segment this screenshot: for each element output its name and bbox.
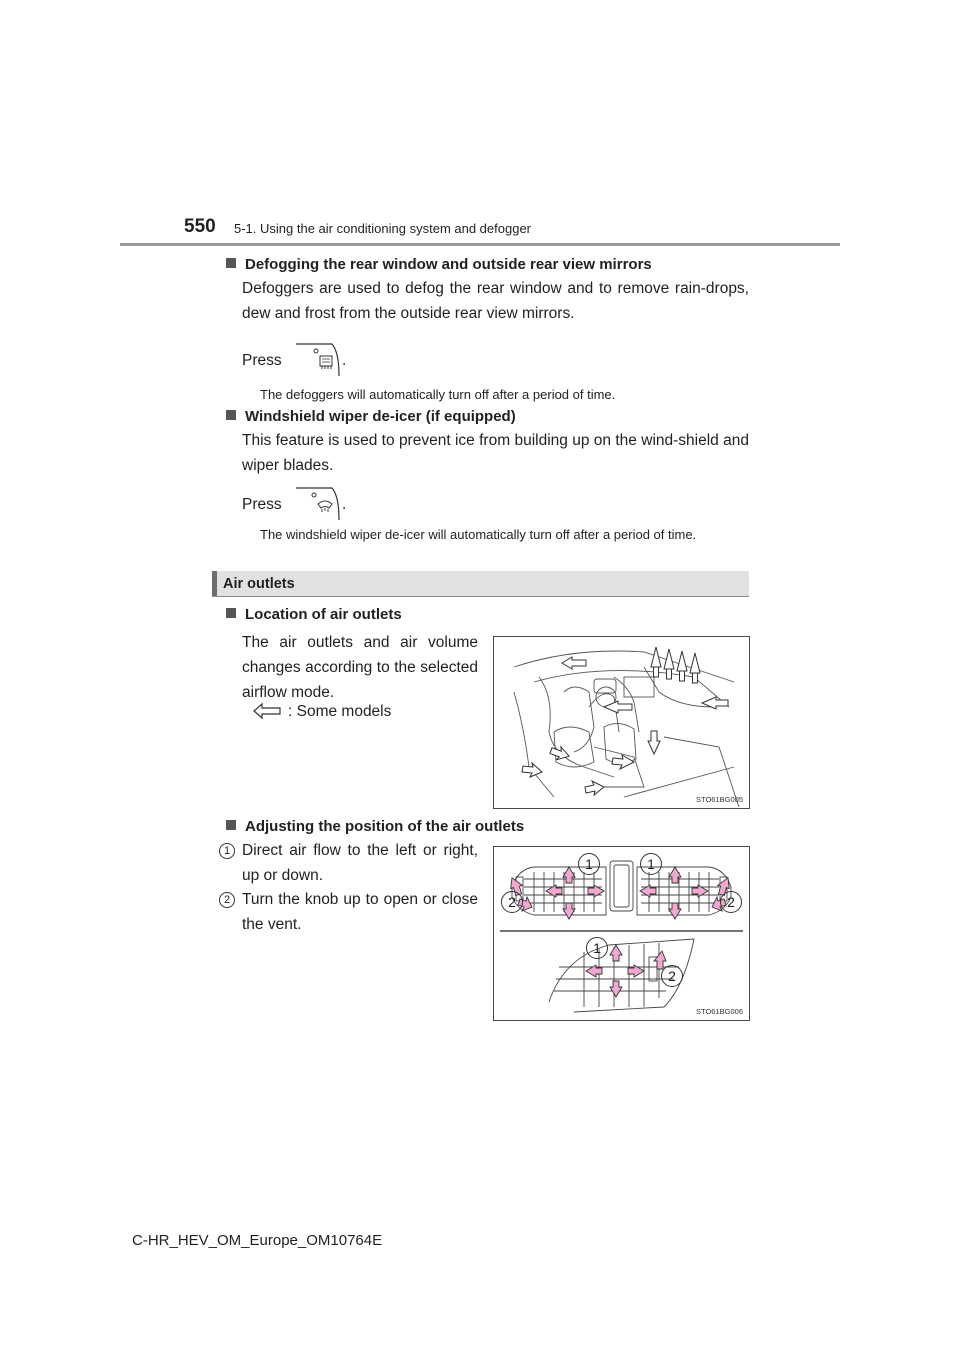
outline-arrow-icon <box>252 702 282 720</box>
step-2-text: Turn the knob up to open or close the vent. <box>242 891 478 933</box>
location-body: The air outlets and air volume changes according to the selected airflow mode. <box>242 634 478 701</box>
legend-line <box>252 699 452 725</box>
car-interior-illustration <box>494 637 749 808</box>
wiper-note: The windshield wiper de-icer will automatically turn off after a period of time. <box>260 527 697 542</box>
callout-2-right: 2 <box>720 891 742 913</box>
rear-defogger-button-icon <box>292 342 342 378</box>
figure-code: STO61BG006 <box>696 1007 743 1016</box>
defog-heading <box>226 256 652 273</box>
adjusting-heading <box>226 818 524 835</box>
wiper-body: This feature is used to prevent ice from building up on the wind-shield and wiper blades. <box>242 432 749 474</box>
header-rule <box>120 243 840 246</box>
square-bullet-icon <box>226 258 236 268</box>
document-id: C-HR_HEV_OM_Europe_OM10764E <box>132 1232 383 1249</box>
wiper-heading-text: Windshield wiper de-icer (if equipped) <box>245 408 516 425</box>
defog-note: The defoggers will automatically turn off after a period of time. <box>260 387 616 402</box>
chapter-title: 5-1. Using the air conditioning system and defogger <box>234 221 532 236</box>
section-accent <box>212 571 217 596</box>
square-bullet-icon <box>226 820 236 830</box>
callout-1-lower: 1 <box>586 937 608 959</box>
square-bullet-icon <box>226 410 236 420</box>
callout-2-left: 2 <box>501 891 523 913</box>
callout-1-right: 1 <box>640 853 662 875</box>
legend-text: : Some models <box>288 703 392 720</box>
location-heading <box>226 606 402 623</box>
square-bullet-icon <box>226 608 236 618</box>
step-1-number: 1 <box>219 843 235 859</box>
section-title: Air outlets <box>223 576 295 592</box>
press-suffix: . <box>342 352 347 369</box>
air-outlets-adjust-figure <box>493 846 750 1021</box>
defog-body: Defoggers are used to defog the rear window and to remove rain-drops, dew and frost from the outside rear view mirrors. <box>242 280 749 322</box>
press-label: Press <box>242 496 282 513</box>
air-outlets-location-figure <box>493 636 750 809</box>
defog-heading-text: Defogging the rear window and outside rear view mirrors <box>245 256 652 273</box>
press-label: Press <box>242 352 282 369</box>
step-1-text: Direct air flow to the left or right, up or down. <box>242 842 478 884</box>
defog-press-line <box>242 342 442 378</box>
callout-1-left: 1 <box>578 853 600 875</box>
callout-2-lower: 2 <box>661 965 683 987</box>
location-heading-text: Location of air outlets <box>245 606 402 623</box>
vent-adjustment-illustration <box>494 847 749 1020</box>
press-suffix: . <box>342 496 347 513</box>
page-number: 550 <box>184 216 216 237</box>
figure-code: STO61BG005 <box>696 795 743 804</box>
step-2-number: 2 <box>219 892 235 908</box>
adjusting-heading-text: Adjusting the position of the air outlets <box>245 818 525 835</box>
windshield-deicer-button-icon <box>292 486 342 522</box>
wiper-press-line <box>242 486 442 522</box>
wiper-heading <box>226 408 516 425</box>
section-bar <box>212 571 749 597</box>
